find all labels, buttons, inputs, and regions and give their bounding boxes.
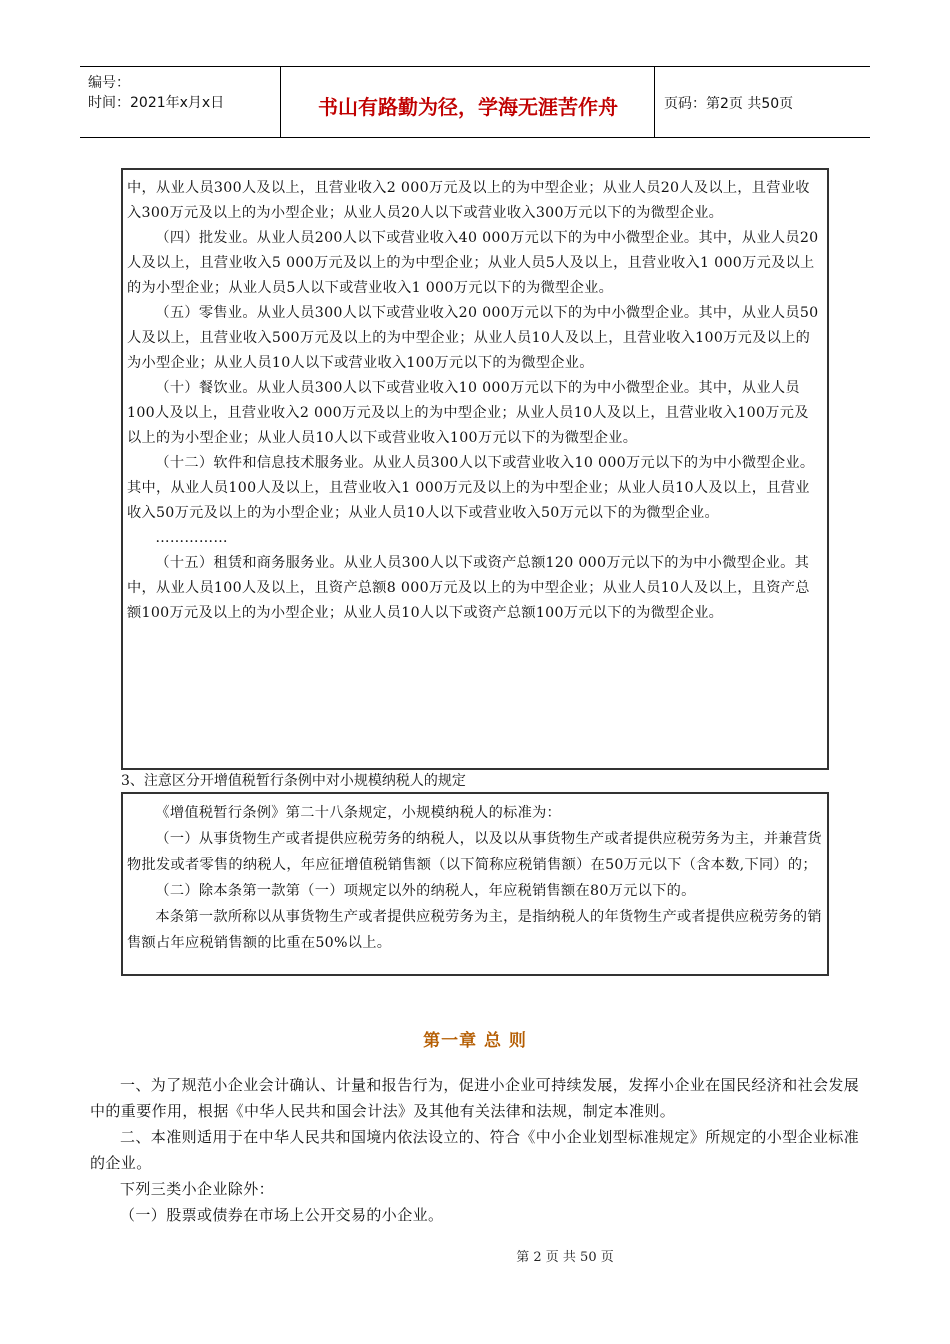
chapter-title: 第一章 总 则 bbox=[423, 1031, 527, 1051]
motto: 书山有路勤为径，学海无涯苦作舟 bbox=[318, 95, 618, 119]
box1-paragraph: （十五）租赁和商务服务业。从业人员300人以下或资产总额120 000万元以下的为中小微型企业。其中，从业人员100人及以上，且资产总额8 000万元及以上的为中型企业；从业人员10人及以上，且资产总额100万元及以上的为小型企业；从业人员10人以下或资产总额100万元以下的为微型企业。 bbox=[127, 555, 810, 621]
header-motto-cell bbox=[282, 67, 655, 137]
section-subheading: 3、注意区分开增值税暂行条例中对小规模纳税人的规定 bbox=[121, 773, 466, 789]
box1-ellipsis: …………… bbox=[155, 530, 228, 546]
body-paragraph: 一、为了规范小企业会计确认、计量和报告行为，促进小企业可持续发展，发挥小企业在国民经济和社会发展中的重要作用，根据《中华人民共和国会计法》及其他有关法律和法规，制定本准则。 bbox=[90, 1076, 860, 1120]
box2-paragraph: 《增值税暂行条例》第二十八条规定，小规模纳税人的标准为： bbox=[155, 805, 562, 821]
page-number-label: 页码：第2页 共50页 bbox=[664, 96, 794, 112]
number-label: 编号： bbox=[88, 75, 130, 91]
header-page-cell bbox=[656, 67, 870, 137]
body-paragraph: （一）股票或债券在市场上公开交易的小企业。 bbox=[120, 1206, 444, 1224]
header-meta-cell bbox=[80, 67, 281, 137]
vat-regulation-box bbox=[121, 792, 829, 976]
body-paragraph: 下列三类小企业除外： bbox=[120, 1180, 275, 1198]
box2-paragraph: （二）除本条第一款第（一）项规定以外的纳税人，年应税销售额在80万元以下的。 bbox=[155, 883, 696, 899]
box1-paragraph: （五）零售业。从业人员300人以下或营业收入20 000万元以下的为中小微型企业。其中，从业人员50人及以上，且营业收入500万元及以上的为中型企业；从业人员10人及以上，且营业收入100万元及以上的为小型企业；从业人员10人以下或营业收入100万元以下的为微型企业。 bbox=[127, 305, 819, 371]
box1-paragraph: （十）餐饮业。从业人员300人以下或营业收入10 000万元以下的为中小微型企业。其中，从业人员100人及以上，且营业收入2 000万元及以上的为中型企业；从业人员10人及以上，且营业收入100万元及以上的为小型企业；从业人员10人以下或营业收入100万元以下的为微型企业。 bbox=[127, 380, 809, 446]
enterprise-standards-box bbox=[121, 168, 829, 770]
page-footer bbox=[0, 1246, 950, 1265]
box1-paragraph: （十二）软件和信息技术服务业。从业人员300人以下或营业收入10 000万元以下的为中小微型企业。其中，从业人员100人及以上，且营业收入1 000万元及以上的为中型企业；从业人员10人及以上，且营业收入50万元及以上的为小型企业；从业人员10人以下或营业收入50万元以下的为微型企业。 bbox=[127, 455, 815, 521]
footer-page-number: 第 2 页 共 50 页 bbox=[516, 1250, 614, 1265]
body-text bbox=[90, 1072, 865, 1228]
body-paragraph: 二、本准则适用于在中华人民共和国境内依法设立的、符合《中小企业划型标准规定》所规定的小型企业标准的企业。 bbox=[90, 1128, 860, 1172]
page-header bbox=[80, 66, 870, 138]
box2-paragraph: 本条第一款所称以从事货物生产或者提供应税劳务为主，是指纳税人的年货物生产或者提供应税劳务的销售额占年应税销售额的比重在50%以上。 bbox=[127, 909, 822, 951]
box2-paragraph: （一）从事货物生产或者提供应税劳务的纳税人，以及以从事货物生产或者提供应税劳务为主，并兼营货物批发或者零售的纳税人，年应征增值税销售额（以下简称应税销售额）在50万元以下（含本数,下同）的； bbox=[127, 831, 822, 873]
time-label: 时间：2021年x月x日 bbox=[88, 95, 225, 111]
box1-paragraph: 中，从业人员300人及以上，且营业收入2 000万元及以上的为中型企业；从业人员20人及以上，且营业收入300万元及以上的为小型企业；从业人员20人以下或营业收入300万元以下的为微型企业。 bbox=[127, 180, 810, 221]
box1-paragraph: （四）批发业。从业人员200人以下或营业收入40 000万元以下的为中小微型企业。其中，从业人员20人及以上，且营业收入5 000万元及以上的为中型企业；从业人员5人及以上，且营业收入1 000万元及以上的为小型企业；从业人员5人以下或营业收入1 000万元以下的为微型企业。 bbox=[127, 230, 819, 296]
